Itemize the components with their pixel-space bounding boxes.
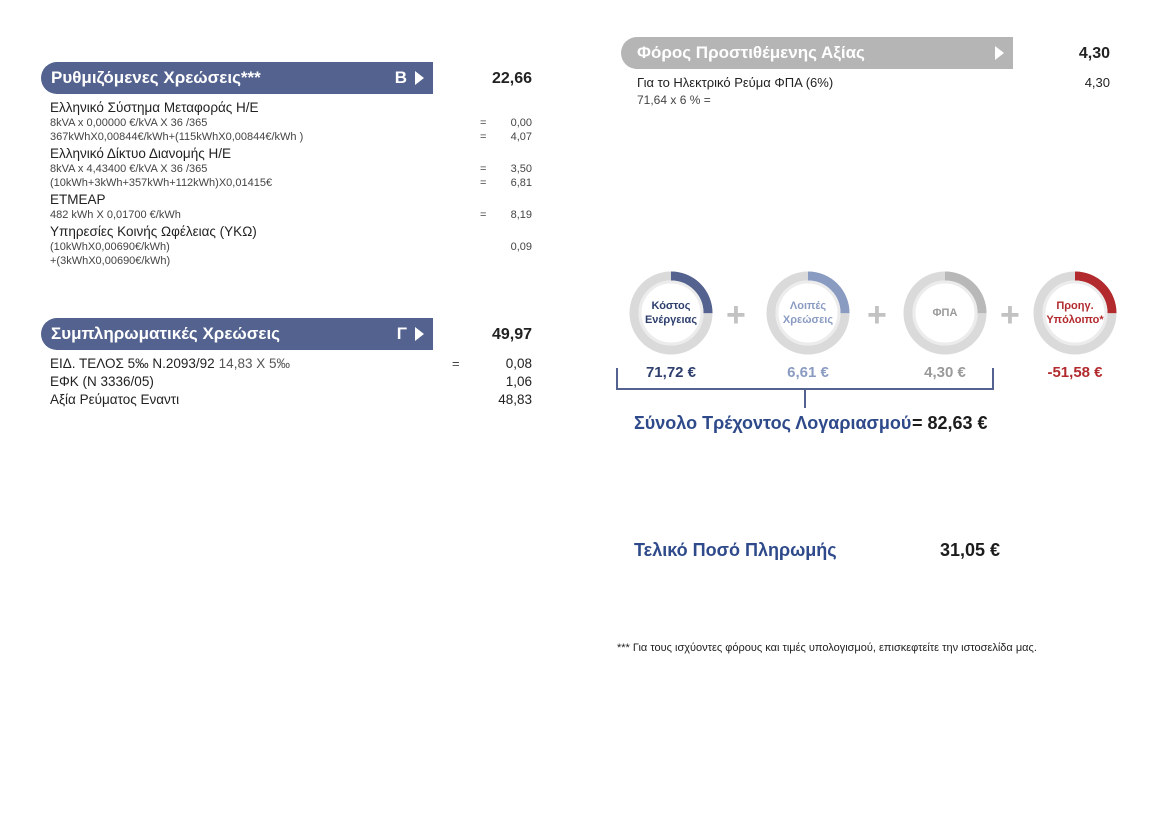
charge-calculation: +(3kWhX0,00690€/kWh) (50, 255, 171, 267)
play-arrow-icon (415, 327, 424, 341)
plus-icon: + (1000, 296, 1020, 334)
play-arrow-icon (995, 46, 1004, 60)
plus-icon: + (867, 296, 887, 334)
donut-amount: -51,58 € (1047, 364, 1103, 381)
charge-calculation: 8kVA x 4,43400 €/kVA X 36 /365 (50, 163, 208, 175)
charge-calculation: 367kWhX0,00844€/kWh+(115kWhX0,00844€/kWh ) (50, 131, 304, 143)
charge-category-label: ΕΤΜΕΑΡ (50, 192, 106, 207)
supplementary-charges-title: Συμπληρωματικές Χρεώσεις (51, 324, 281, 343)
equals-sign: = (452, 356, 460, 371)
summary-bracket-stem (804, 388, 806, 408)
vat-line-value: 4,30 (1084, 75, 1110, 90)
donut-amount: 6,61 € (787, 364, 829, 381)
summary-bracket-right (992, 368, 994, 390)
supplementary-charge-value: 48,83 (498, 392, 532, 407)
donut-amount: 4,30 € (924, 364, 966, 381)
equals-sign: = (480, 177, 487, 189)
equals-sign: = (480, 117, 487, 129)
vat-header (621, 37, 1013, 69)
supplementary-charge-row (50, 392, 179, 407)
current-bill-total-value: = 82,63 € (912, 413, 988, 433)
supplementary-charge-label: Αξία Ρεύματος Εναντι (50, 392, 180, 407)
donut-label-line: Υπόλοιπο* (1046, 314, 1104, 326)
charge-calculation: (10kWhX0,00690€/kWh) (50, 241, 170, 253)
plus-icon: + (726, 296, 746, 334)
supplementary-charge-value: 1,06 (505, 374, 532, 389)
charge-value: 6,81 (510, 177, 532, 189)
donut-label-line: Ενέργειας (644, 314, 698, 326)
supplementary-charge-formula: 14,83 X 5‰ (218, 356, 290, 371)
charge-value: 3,50 (510, 163, 532, 175)
vat-total: 4,30 (1078, 45, 1110, 62)
charge-value: 0,09 (510, 241, 532, 253)
equals-sign: = (480, 163, 487, 175)
charge-category-label: Ελληνικό Σύστημα Μεταφοράς Η/Ε (50, 100, 259, 115)
vat-title: Φόρος Προστιθέμενης Αξίας (637, 43, 865, 62)
charge-category-label: Υπηρεσίες Κοινής Ωφέλειας (ΥΚΩ) (50, 224, 257, 239)
supplementary-charge-label: ΕΦΚ (Ν 3336/05) (50, 374, 154, 389)
final-payment-label: Τελικό Ποσό Πληρωμής (634, 540, 837, 560)
regulated-charges-title: Ρυθμιζόμενες Χρεώσεις*** (51, 68, 261, 87)
play-arrow-icon (415, 71, 424, 85)
current-bill-total-label: Σύνολο Τρέχοντος Λογαριασμού (634, 413, 912, 433)
vat-calculation: 71,64 x 6 % = (637, 93, 711, 107)
donut-label-line: Προηγ. (1056, 300, 1094, 312)
supplementary-charge-value: 0,08 (505, 356, 532, 371)
vat-line-label: Για το Ηλεκτρικό Ρεύμα ΦΠΑ (6%) (637, 75, 834, 90)
section-letter-b: Β (394, 68, 407, 87)
charge-calculation: 482 kWh X 0,01700 €/kWh (50, 209, 181, 221)
regulated-charges-total: 22,66 (491, 70, 532, 87)
footnote: *** Για τους ισχύοντες φόρους και τιμές υπολογισμού, επισκεφτείτε την ιστοσελίδα μας. (617, 642, 1037, 654)
regulated-charges-header (41, 62, 433, 94)
supplementary-charges-total: 49,97 (491, 326, 532, 343)
equals-sign: = (480, 209, 487, 221)
donut-label (763, 299, 853, 327)
donut-label-line: Λοιπές (789, 300, 827, 312)
donut-label (900, 306, 990, 320)
charge-category-label: Ελληνικό Δίκτυο Διανομής Η/Ε (50, 146, 231, 161)
supplementary-charges-header (41, 318, 433, 350)
charge-value: 0,00 (510, 117, 532, 129)
donut-label-line: Κόστος (651, 300, 691, 312)
charge-value: 8,19 (510, 209, 532, 221)
donut-label-line: Χρεώσεις (782, 314, 834, 326)
section-letter-g: Γ (396, 324, 407, 343)
donut-amount: 71,72 € (645, 364, 697, 381)
donut-label (1030, 299, 1120, 327)
charge-calculation: 8kVA x 0,00000 €/kVA X 36 /365 (50, 117, 208, 129)
donut-label (626, 299, 716, 327)
charge-value: 4,07 (510, 131, 532, 143)
charge-calculation: (10kWh+3kWh+357kWh+112kWh)X0,01415€ (50, 177, 273, 189)
supplementary-charge-row (50, 374, 154, 389)
final-payment-value: 31,05 € (940, 540, 1001, 560)
donut-label-line: ΦΠΑ (932, 307, 958, 319)
supplementary-charge-row (50, 356, 290, 371)
summary-bracket-left (616, 368, 618, 390)
equals-sign: = (480, 131, 487, 143)
supplementary-charge-label: ΕΙΔ. ΤΕΛΟΣ 5‰ Ν.2093/92 (50, 356, 215, 371)
